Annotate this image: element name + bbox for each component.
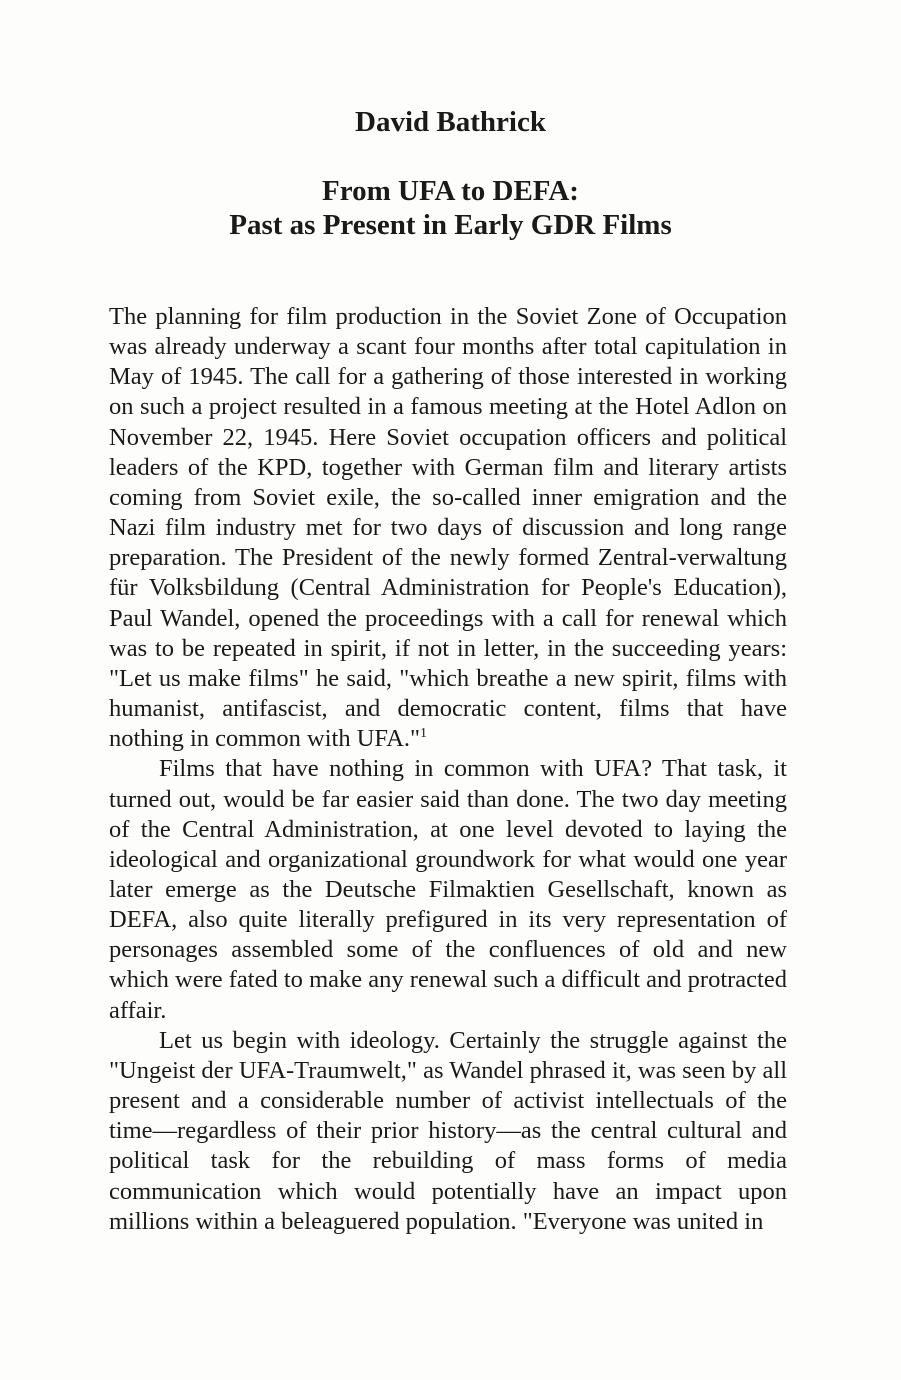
paragraph-3: Let us begin with ideology. Certainly the struggle against the "Ungeist der UFA-Traumwelt," as Wandel phrased it, was seen by all present and a considerable number of activist intellectuals of the time—regardless of their prior history—as the central cultural and political task for the rebuilding of mass forms of media communication which would potentially have an impact upon millions within a beleaguered population. "Everyone was united in [109,1026,787,1235]
paragraph-1-text: The planning for film production in the Soviet Zone of Occupation was already underway a scant four months after total capitulation in May of 1945. The call for a gathering of those interested in working on such a project resulted in a famous meeting at the Hotel Adlon on November 22, 1945. Here Soviet occupation officers and political leaders of the KPD, together with German film and literary artists coming from Soviet exile, the so-called inner emigration and the Nazi film industry met for two days of discussion and long range preparation. The President of the newly formed Zentral-verwaltung für Volksbildung (Central Administration for People's Education), Paul Wandel, opened the proceedings with a call for renewal which was to be repeated in spirit, if not in letter, in the succeeding years: "Let us make films" he said, "which breathe a new spirit, films with humanist, antifascist, and democratic content, films that have nothing in common with UFA." [109,303,787,753]
title-line-1: From UFA to DEFA: [322,175,579,207]
article-title [0,174,901,242]
author-name: David Bathrick [355,106,546,138]
title-line-2: Past as Present in Early GDR Films [229,209,672,241]
paragraph-2: Films that have nothing in common with UFA? That task, it turned out, would be far easier said than done. The two day meeting of the Central Administration, at one level devoted to laying the ideological and organizational groundwork for what would one year later emerge as the Deutsche Filmaktien Gesellschaft, known as DEFA, also quite literally prefigured in its very representation of personages assembled some of the confluences of old and new which were fated to make any renewal such a difficult and protracted affair. [109,755,787,1024]
body-text [109,302,787,1237]
footnote-marker[interactable]: 1 [420,726,428,742]
paragraph-1 [109,302,787,754]
